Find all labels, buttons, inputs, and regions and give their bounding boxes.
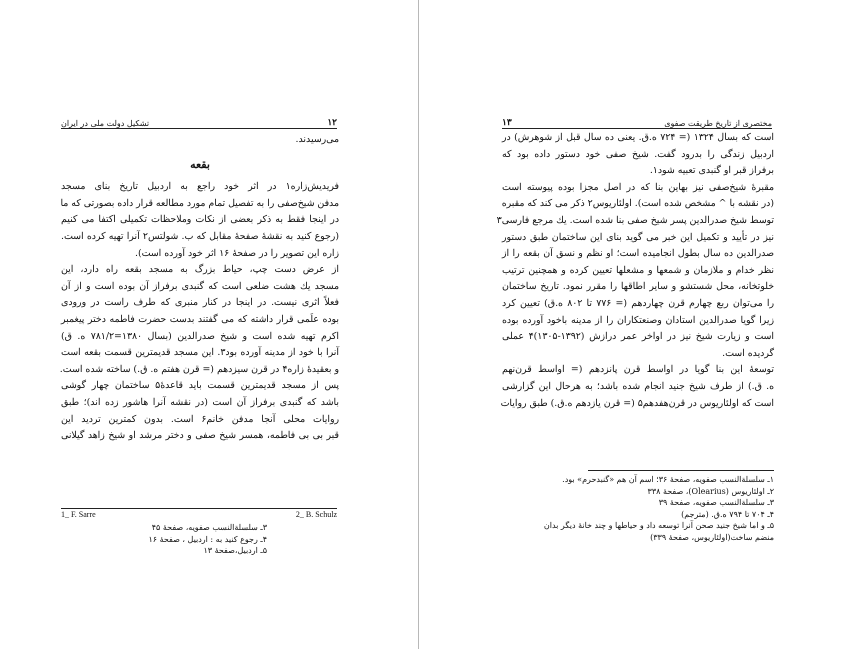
body-line: باشد که گنبدی برفراز آن است (در نقشه آنرا هاشور زده اند)؛ طبق (61, 396, 339, 408)
body-line: زیرا گویا صدرالدین استادان وصنعتکاران را از مدینه باخود آورده بوده (502, 314, 774, 326)
body-line: قبر بی بی فاطمه، همسر شیخ صفی و دختر مرشد او شیخ زاهد گیلانی (61, 430, 339, 442)
footnote-rule (588, 470, 774, 471)
footnote: ۴ـ ۷۰۴ تا ۷۹۴ ه.ق. (مترجم) (681, 509, 774, 519)
footnote-latin: 2_ B. Schulz (295, 510, 337, 519)
body-line: اکرم تهیه شده است و شیخ صدرالدین (بسال ۱۳۸۰=۷۸۱/۲ ه. ق) (61, 330, 339, 342)
right-page-header (502, 112, 772, 129)
body-line: نیز در تأیید و تکمیل این خبر می گوید بنای این ساختمان طبق دستور (502, 231, 774, 243)
body-line: بوده علَمی قرار داشته که می گفتند بدست حضرت فاطمه دختر پیغمبر (61, 313, 339, 325)
latin-footnotes (61, 510, 337, 519)
footnote: ۳ـ سلسلةالنسب صفویه، صفحهٔ ۳۹ (658, 498, 774, 507)
left-page-body (61, 132, 339, 445)
body-line: فعلاً اثری نیست. در اینجا در کنار منبری که طرف راست در ورودی (61, 297, 339, 309)
footnote: ۲ـ اولئاریوس (Olearius)، صفحهٔ ۳۳۸ (647, 486, 774, 496)
footnote: ۱ـ سلسلةالنسب صفویه، صفحهٔ ۳۶؛ اسم آن هم «گنبدحرم» بود. (562, 475, 774, 484)
body-line: پس از مسجد قدیمترین قسمت باید قاعدهٔ۵ ساختمان چهار گوشی (61, 380, 340, 392)
body-line: توسط شیخ صدرالدین پسر شیخ صفی بنا شده است. یك مرجع فارسی۳ (496, 214, 774, 226)
footnote: منضم ساخت(اولئاریوس، صفحهٔ ۳۳۹) (650, 532, 774, 542)
body-line: مقبرهٔ شیخ‌صفی نیز بهاین بنا که در اصل مجزا بوده پیوسته است (502, 181, 774, 193)
body-line: (رجوع کنید به نقشهٔ صفحهٔ مقابل که ب. شولتس۲ آنرا تهیه کرده است. (61, 230, 339, 242)
footnote: ۳ـ سلسلةالنسب صفویه، صفحهٔ ۴۵ (151, 523, 267, 532)
body-line: برفراز قبر او گنبدی تعبیه شود۱. (649, 165, 774, 177)
body-line: در اینجا فقط به ذکر بعضی از نکات وملاحظات تکمیلی اکتفا می کنیم (61, 214, 339, 226)
left-page (0, 0, 418, 649)
body-line: اردبیل زندگی را بدرود گفت. شیخ صفی خود دستور داده بود که (502, 148, 774, 160)
footnote-rule (61, 508, 337, 509)
body-line: مسجد یك هشت ضلعی است که گنبدی برفراز آن بوده است و از آن (61, 280, 339, 292)
footnote: ۴ـ رجوع کنید به : اردبیل ، صفحهٔ ۱۶ (148, 534, 267, 544)
body-line: را می‌توان ربع چهارم قرن چهاردهم (= ۷۷۶ تا ۸۰۲ ه.ق) تعیین کرد (502, 297, 774, 309)
body-line: فریدیش‌زاره۱ در اثر خود راجع به اردبیل تاریخ بنای مسجد (61, 181, 339, 193)
body-line: می‌رسیدند. (295, 134, 339, 145)
body-line: روایات محلی آنجا مدفن خانم۶ است. بدون کمترین تردید این (61, 413, 339, 425)
body-line: از عرض دست چپ، حیاط بزرگ به مسجد بقعه راه دارد، این (61, 264, 339, 276)
body-line: است که بسال ۱۳۲۴ (= ۷۲۴ ه.ق. یعنی ده سال قبل از شوهرش) در (502, 132, 774, 143)
body-line: گردیده است. (722, 347, 774, 359)
body-line: خلوتخانه، محل شستشو و سایر اطاقها را مقرر نمود. تاریخ ساختمان (502, 281, 774, 293)
body-line: آنرا با خود از مدینه آورده بود۳. این مسجد قدیمترین قسمت بقعه است (61, 347, 339, 359)
body-line: است و زیارت شیخ نیز در اواخر عمر درازش (۱۳۹۲-۱۳۰۵)۴ عملی (502, 331, 774, 343)
body-line: زاره این تصویر را در صفحهٔ ۱۶ اثر خود آورده است). (134, 247, 339, 259)
footnote-latin: 1_ F. Sarre (61, 510, 96, 519)
page-number: ۱۳ (502, 118, 512, 128)
footnote: ۵ـ اردبیل،صفحهٔ ۱۳ (203, 546, 267, 555)
body-line: و بعقیدهٔ زاره۴ در قرن سیزدهم (= قرن هفتم ه. ق.) ساخته شده است. (59, 363, 339, 375)
body-line: صدرالدین ده سال بطول انجامیده است؛ او نظم و نسق آن بقعه را از (502, 248, 774, 260)
running-head: تشکیل دولت ملی در ایران (61, 119, 150, 128)
footnotes (61, 522, 337, 557)
footnotes (502, 474, 774, 543)
body-line: (در نقشه با ^ مشخص شده است). اولئاریوس۲ ذکر می کند که مقبره (501, 198, 774, 210)
right-page-body (496, 130, 774, 412)
left-page-header (61, 112, 337, 129)
body-line: مدفن شیخ‌صفی را به تفصیل تمام مورد مطالعه قرار داده بصورتی که ما (60, 197, 339, 209)
footnote: ۵ـ و اما شیخ جنید صحن آنرا توسعه داد و حیاطها و چند خانهٔ دیگر بدان (543, 521, 774, 530)
section-heading: بقعه (190, 157, 210, 171)
body-line: توسعهٔ این بنا گویا در اواسط قرن پانزدهم (= اواسط قرن‌نهم (502, 364, 774, 376)
body-line: است که اولئاریوس در قرن‌هفدهم۵ (= قرن یازدهم ه.ق.) طبق روایات (500, 397, 774, 409)
page-number: ۱۲ (327, 118, 337, 128)
body-line: نظر خدام و ملازمان و شمعها و مشعلها تعیین کرده و همچنین ترتیب (502, 264, 774, 276)
running-head: مختصری از تاریخ طریقت صفوی (664, 119, 772, 128)
body-line: ه. ق.) از طرف شیخ جنید انجام شده باشد؛ به هرحال این گزارشی (502, 380, 774, 392)
right-page (420, 0, 843, 649)
